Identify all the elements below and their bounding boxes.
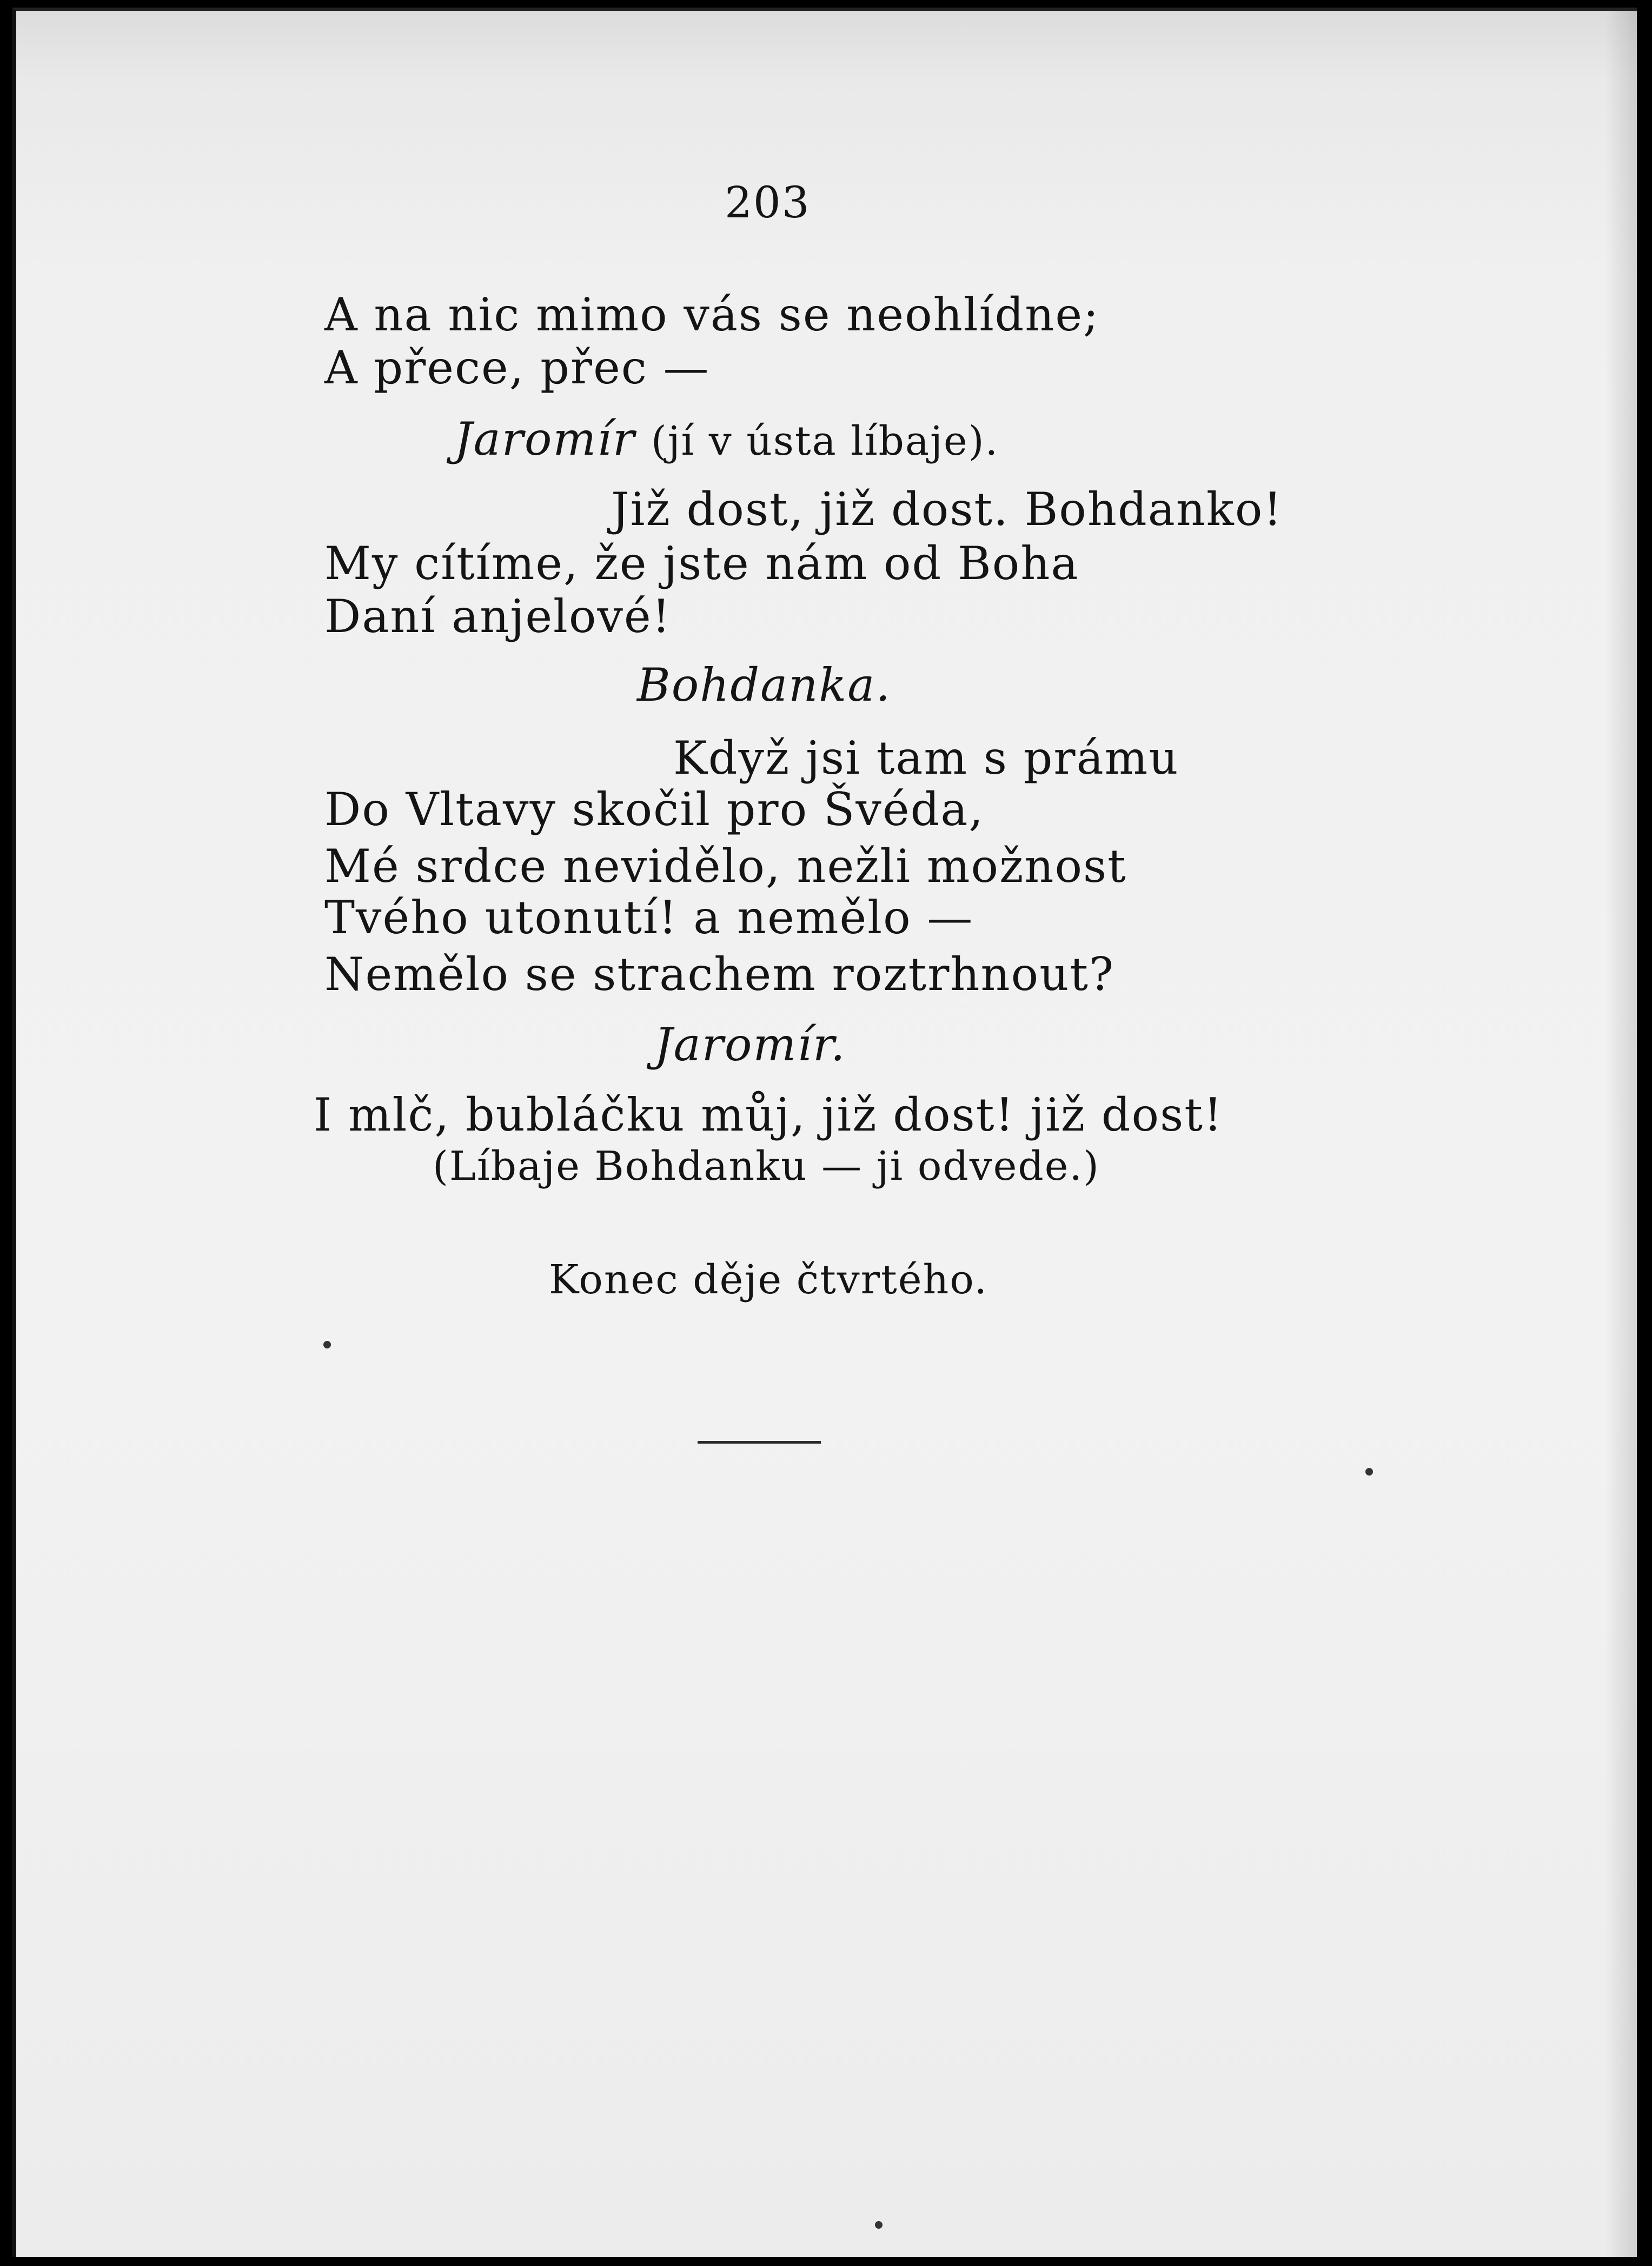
verse-line-2: A přece, přec — (324, 341, 710, 394)
speaker-name: Jaromír (454, 413, 636, 466)
verse-line-3: Již dost, již dost. Bohdanko! (611, 483, 1283, 536)
verse-line-8: Mé srdce nevidělo, nežli možnost (324, 840, 1127, 893)
verse-line-6: Když jsi tam s prámu (673, 732, 1179, 785)
speaker-heading-2: Bohdanka. (637, 659, 892, 712)
end-rule (698, 1441, 821, 1444)
print-speck (1365, 1468, 1373, 1476)
verse-line-1: A na nic mimo vás se neohlídne; (324, 288, 1100, 341)
verse-line-10: Nemělo se strachem roztrhnout? (324, 948, 1115, 1001)
verse-line-4: My cítíme, že jste nám od Boha (324, 537, 1079, 590)
verse-line-7: Do Vltavy skočil pro Švéda, (324, 783, 985, 836)
stage-direction: (Líbaje Bohdanku — ji odvede.) (433, 1143, 1100, 1190)
act-end-note: Konec děje čtvrtého. (549, 1257, 988, 1303)
page-number: 203 (725, 177, 811, 228)
verse-line-9: Tvého utonutí! a nemělo — (324, 891, 974, 944)
print-speck (875, 2221, 883, 2229)
speaker-heading-1 (454, 413, 999, 466)
verse-line-5: Daní anjelové! (324, 590, 672, 643)
speaker-direction: (jí v ústa líbaje). (651, 418, 999, 464)
verse-line-11: I mlč, bubláčku můj, již dost! již dost! (314, 1088, 1223, 1141)
speaker-heading-3: Jaromír. (654, 1018, 846, 1071)
print-speck (323, 1341, 331, 1348)
